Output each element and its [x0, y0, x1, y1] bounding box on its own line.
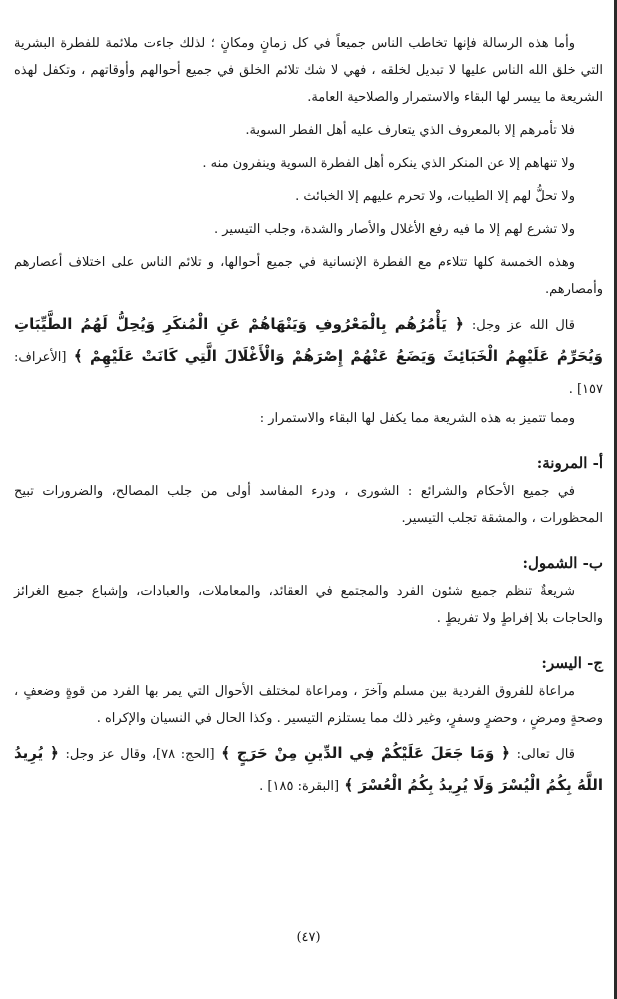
quote-araf — [14, 309, 603, 405]
quran-verse: ﴿ يَأْمُرُهُم بِالْمَعْرُوفِ وَيَنْهَاهُمْ عَنِ الْمُنكَرِ وَيُحِلُّ لَهُمُ الطَّيِّبَاتِ وَيُحَرِّمُ عَلَيْهِمُ الْخَبَائِثَ وَيَضَعُ عَنْهُمْ إِصْرَهُمْ وَالْأَغْلَالَ الَّتِي كَانَتْ عَلَيْهِمْ ﴾ — [14, 315, 603, 365]
verse-reference: [البقرة: ١٨٥] . — [259, 779, 340, 794]
quote-intro: قال الله عز وجل: — [471, 318, 575, 333]
quote-hajj-baqarah — [14, 738, 603, 802]
heading-flexibility: أ- المرونة: — [536, 454, 603, 472]
five-paragraph: وهذه الخمسة كلها تتلاءم مع الفطرة الإنسانية في جميع أحوالها، و تلائم الناس على اختلاف أعصارهم وأمصارهم. — [14, 255, 603, 297]
quote-intro: قال تعالى: — [516, 747, 575, 762]
list-item-lawful: ولا تحلُّ لهم إلا الطيبات، ولا تحرم عليهم إلا الخبائث . — [295, 189, 575, 204]
list-item-ease: ولا تشرع لهم إلا ما فيه رفع الأغلال والأصار والشدة، وجلب التيسير . — [213, 222, 575, 237]
quran-verse: ﴿ يُرِيدُ اللَّهُ بِكُمُ الْيُسْرَ وَلَا يُرِيدُ بِكُمُ الْعُسْرَ ﴾ — [14, 744, 603, 794]
page-number: (٤٧) — [296, 930, 321, 945]
heading-comprehensiveness: ب- الشمول: — [522, 554, 603, 572]
ease-paragraph: مراعاة للفروق الفردية بين مسلم وآخرَ ، ومراعاة لمختلف الأحوال التي يمر بها الفرد من قوةٍ وضعفٍ ، وصحةٍ ومرضٍ ، وحضرٍ وسفرٍ، وغير ذلك مما يستلزم التيسير . وكذا الحال في النسيان والإكراه . — [14, 684, 603, 726]
list-item-forbid: ولا تنهاهم إلا عن المنكر الذي ينكره أهل الفطرة السوية وينفرون منه . — [202, 156, 575, 171]
verse-reference: [الحج: ٧٨]، وقال عز وجل: — [65, 747, 215, 762]
heading-ease: ج- اليسر: — [541, 654, 603, 672]
verse-reference: [الأعراف: ١٥٧] . — [14, 350, 603, 397]
comprehensiveness-paragraph: شريعةٌ تنظم جميع شئون الفرد والمجتمع في العقائد، والمعاملات، والعبادات، وإشباع جميع الغرائز والحاجات بلا إفراطٍ ولا تفريطٍ . — [14, 584, 603, 626]
quran-verse: ﴿ وَمَا جَعَلَ عَلَيْكُمْ فِي الدِّينِ مِنْ حَرَجٍ ﴾ — [221, 744, 510, 762]
flexibility-paragraph: في جميع الأحكام والشرائع : الشورى ، ودرء المفاسد أولى من جلب المصالح، والضرورات تبيح المحظورات ، والمشقة تجلب التيسير. — [14, 484, 603, 526]
intro-paragraph: وأما هذه الرسالة فإنها تخاطب الناس جميعاً في كل زمانٍ ومكانٍ ؛ لذلك جاءت ملائمة للفطرة البشرية التي خلق الله الناس عليها لا تبديل لخلقه ، فهي لا شك تلائم الخلق في جميع أحوالهم وأوقاتهم ، وتكفل لهذه الشريعة ما ييسر لها البقاء والاستمرار والصلاحية العامة. — [14, 36, 603, 105]
list-item-good: فلا تأمرهم إلا بالمعروف الذي يتعارف عليه أهل الفطر السوية. — [245, 123, 575, 138]
features-intro: ومما تتميز به هذه الشريعة مما يكفل لها البقاء والاستمرار : — [259, 411, 575, 426]
